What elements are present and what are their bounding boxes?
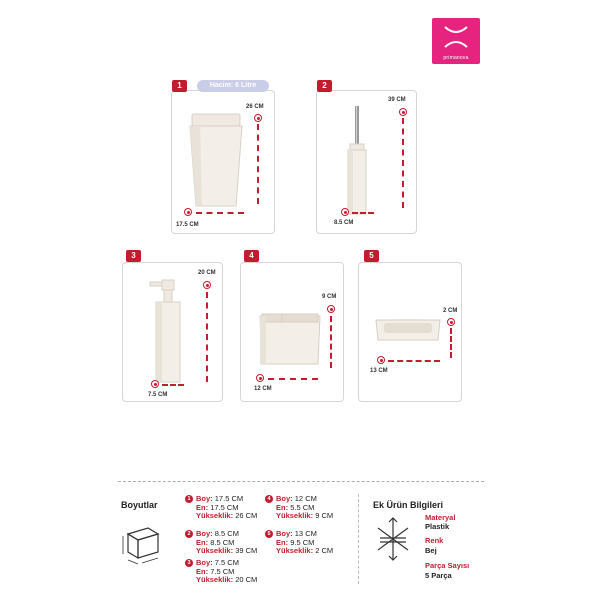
boy-label: Boy:: [276, 529, 293, 538]
dimension-target-icon: [203, 281, 211, 289]
height-dashed-line: [402, 118, 404, 208]
boy-value: 17.5 CM: [214, 494, 244, 503]
width-label: 12 CM: [254, 386, 272, 392]
boy-value: 13 CM: [294, 529, 317, 538]
brand-logo-icon: [442, 23, 470, 51]
height-label: 39 CM: [388, 97, 406, 103]
spec-number: 4: [265, 495, 273, 503]
width-dashed-line: [268, 378, 318, 380]
dimension-spec-1: [187, 494, 258, 521]
product-number: 5: [364, 250, 379, 262]
en-label: En:: [196, 537, 209, 547]
dimension-target-icon: [447, 318, 455, 326]
en-label: En:: [276, 537, 289, 547]
soap-dispenser-image: [148, 276, 188, 384]
section-divider: [118, 481, 484, 482]
en-value: 5.5 CM: [290, 502, 315, 512]
width-label: 13 CM: [370, 368, 388, 374]
yukseklik-value: 26 CM: [235, 511, 258, 520]
yukseklik-label: Yükseklik:: [276, 546, 314, 555]
dimension-target-icon: [341, 208, 349, 216]
product-number: 2: [317, 80, 332, 92]
width-dashed-line: [196, 212, 244, 214]
boy-label: Boy:: [196, 558, 213, 567]
yukseklik-label: Yükseklik:: [196, 575, 234, 584]
parca-label: Parça Sayısı: [425, 561, 470, 570]
dimension-target-icon: [151, 380, 159, 388]
parca-value: 5 Parça: [425, 571, 452, 580]
dimension-target-icon: [399, 108, 407, 116]
dimension-target-icon: [327, 305, 335, 313]
yukseklik-value: 20 CM: [235, 575, 258, 584]
yukseklik-value: 39 CM: [235, 546, 258, 555]
boy-label: Boy:: [276, 494, 293, 503]
boy-label: Boy:: [196, 494, 213, 503]
height-dashed-line: [257, 124, 259, 204]
spec-number: 2: [185, 530, 193, 538]
product-number: 1: [172, 80, 187, 92]
dimension-spec-3: [187, 558, 258, 585]
soap-dish-image: [372, 316, 444, 344]
dimension-spec-5: [267, 529, 334, 556]
en-label: En:: [276, 502, 289, 512]
brand-name: primanova: [443, 55, 469, 61]
width-label: 17.5 CM: [176, 222, 199, 228]
box-dimensions-icon: [120, 522, 162, 566]
yukseklik-value: 9 CM: [315, 511, 334, 520]
height-label: 26 CM: [246, 104, 264, 110]
yukseklik-label: Yükseklik:: [196, 546, 234, 555]
trash-bin-image: [186, 112, 246, 208]
compress-arrows-icon: [374, 516, 412, 562]
en-value: 17.5 CM: [210, 502, 239, 512]
height-dashed-line: [330, 316, 332, 368]
en-value: 9.5 CM: [290, 537, 315, 547]
dimension-target-icon: [184, 208, 192, 216]
width-dashed-line: [352, 212, 374, 214]
section-separator: [358, 494, 359, 584]
en-label: En:: [196, 566, 209, 576]
spec-number: 3: [185, 559, 193, 567]
spec-number: 1: [185, 495, 193, 503]
product-number: 3: [126, 250, 141, 262]
dimension-spec-2: [187, 529, 258, 556]
en-label: En:: [196, 502, 209, 512]
dimension-target-icon: [254, 114, 262, 122]
spec-number: 5: [265, 530, 273, 538]
dimension-spec-4: [267, 494, 334, 521]
toilet-brush-image: [342, 104, 372, 216]
renk-label: Renk: [425, 536, 444, 545]
brand-logo: [432, 18, 480, 64]
yukseklik-label: Yükseklik:: [276, 511, 314, 520]
boy-label: Boy:: [196, 529, 213, 538]
extra-info-title: Ek Ürün Bilgileri: [373, 500, 444, 510]
dimension-target-icon: [377, 356, 385, 364]
volume-badge: Hacim: 6 Litre: [197, 80, 269, 92]
toothbrush-holder-image: [258, 310, 322, 366]
boy-value: 8.5 CM: [214, 529, 239, 538]
height-label: 9 CM: [322, 294, 337, 300]
yukseklik-label: Yükseklik:: [196, 511, 234, 520]
materyal-label: Materyal: [425, 513, 456, 522]
yukseklik-value: 2 CM: [315, 546, 334, 555]
dimensions-title: Boyutlar: [121, 500, 158, 510]
width-dashed-line: [388, 360, 440, 362]
height-dashed-line: [206, 292, 208, 382]
boy-value: 7.5 CM: [214, 558, 239, 567]
height-label: 2 CM: [443, 308, 458, 314]
en-value: 7.5 CM: [210, 566, 235, 576]
dimension-target-icon: [256, 374, 264, 382]
en-value: 8.5 CM: [210, 537, 235, 547]
boy-value: 12 CM: [294, 494, 317, 503]
height-dashed-line: [450, 328, 452, 358]
materyal-value: Plastik: [425, 522, 450, 531]
width-label: 8.5 CM: [334, 220, 354, 226]
width-label: 7.5 CM: [148, 392, 168, 398]
product-number: 4: [244, 250, 259, 262]
renk-value: Bej: [425, 546, 437, 555]
width-dashed-line: [162, 384, 184, 386]
height-label: 20 CM: [198, 270, 216, 276]
